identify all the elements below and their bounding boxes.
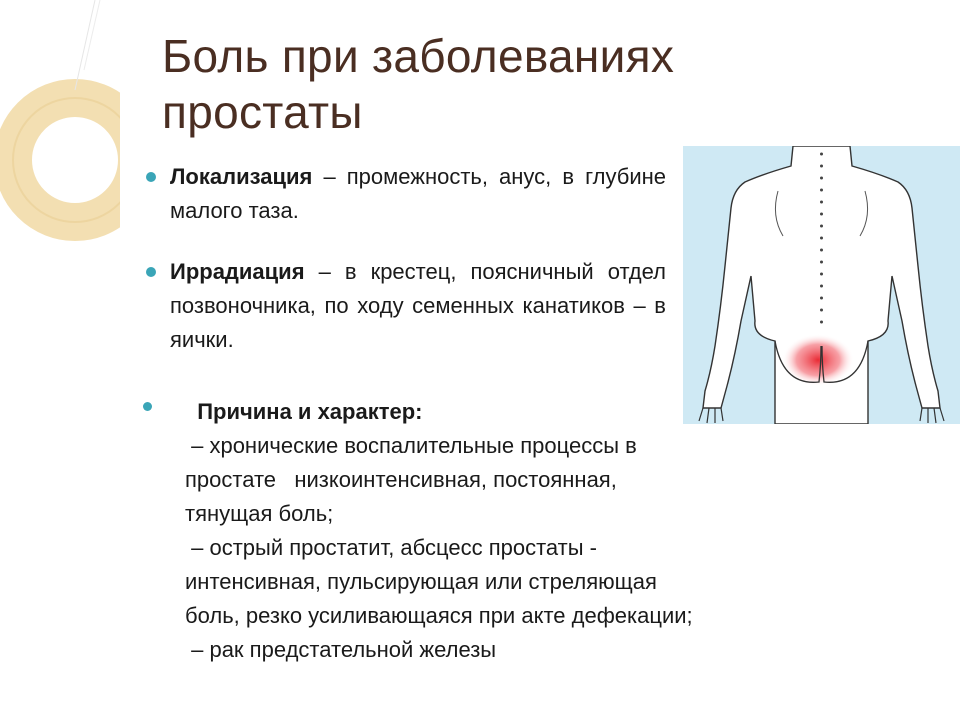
slide-title: Боль при заболеваниях простаты <box>162 30 675 138</box>
cause-line: – хронические воспалительные процессы в <box>185 433 637 458</box>
bullet-localization <box>170 160 666 228</box>
bullet-term: Иррадиация <box>170 259 305 284</box>
bullet-dot <box>146 172 156 182</box>
bullet-text: – в крестец, поясничный отдел позвоночника, по ходу семенных канатиков – в яички. <box>170 259 666 352</box>
cause-heading: Причина и характер: <box>185 399 423 424</box>
bullet-term: Локализация <box>170 164 313 189</box>
cause-line: простате низкоинтенсивная, постоянная, <box>185 467 617 492</box>
back-pain-illustration <box>683 146 960 424</box>
bullet-dot <box>146 267 156 277</box>
cause-line: интенсивная, пульсирующая или стреляющая <box>185 569 657 594</box>
decorative-ring <box>0 0 120 300</box>
cause-line: тянущая боль; <box>185 501 334 526</box>
bullet-text: – промежность, анус, в глубине малого таза. <box>170 164 666 223</box>
cause-line: – острый простатит, абсцесс простаты - <box>185 535 597 560</box>
bullet-dot <box>143 402 152 411</box>
bullet-cause <box>185 395 945 667</box>
human-back-icon <box>683 146 960 424</box>
bullet-irradiation <box>170 255 666 357</box>
cause-line: – рак предстательной железы <box>185 637 497 662</box>
pain-area <box>782 334 854 386</box>
cause-line: боль, резко усиливающаяся при акте дефекации; <box>185 603 693 628</box>
